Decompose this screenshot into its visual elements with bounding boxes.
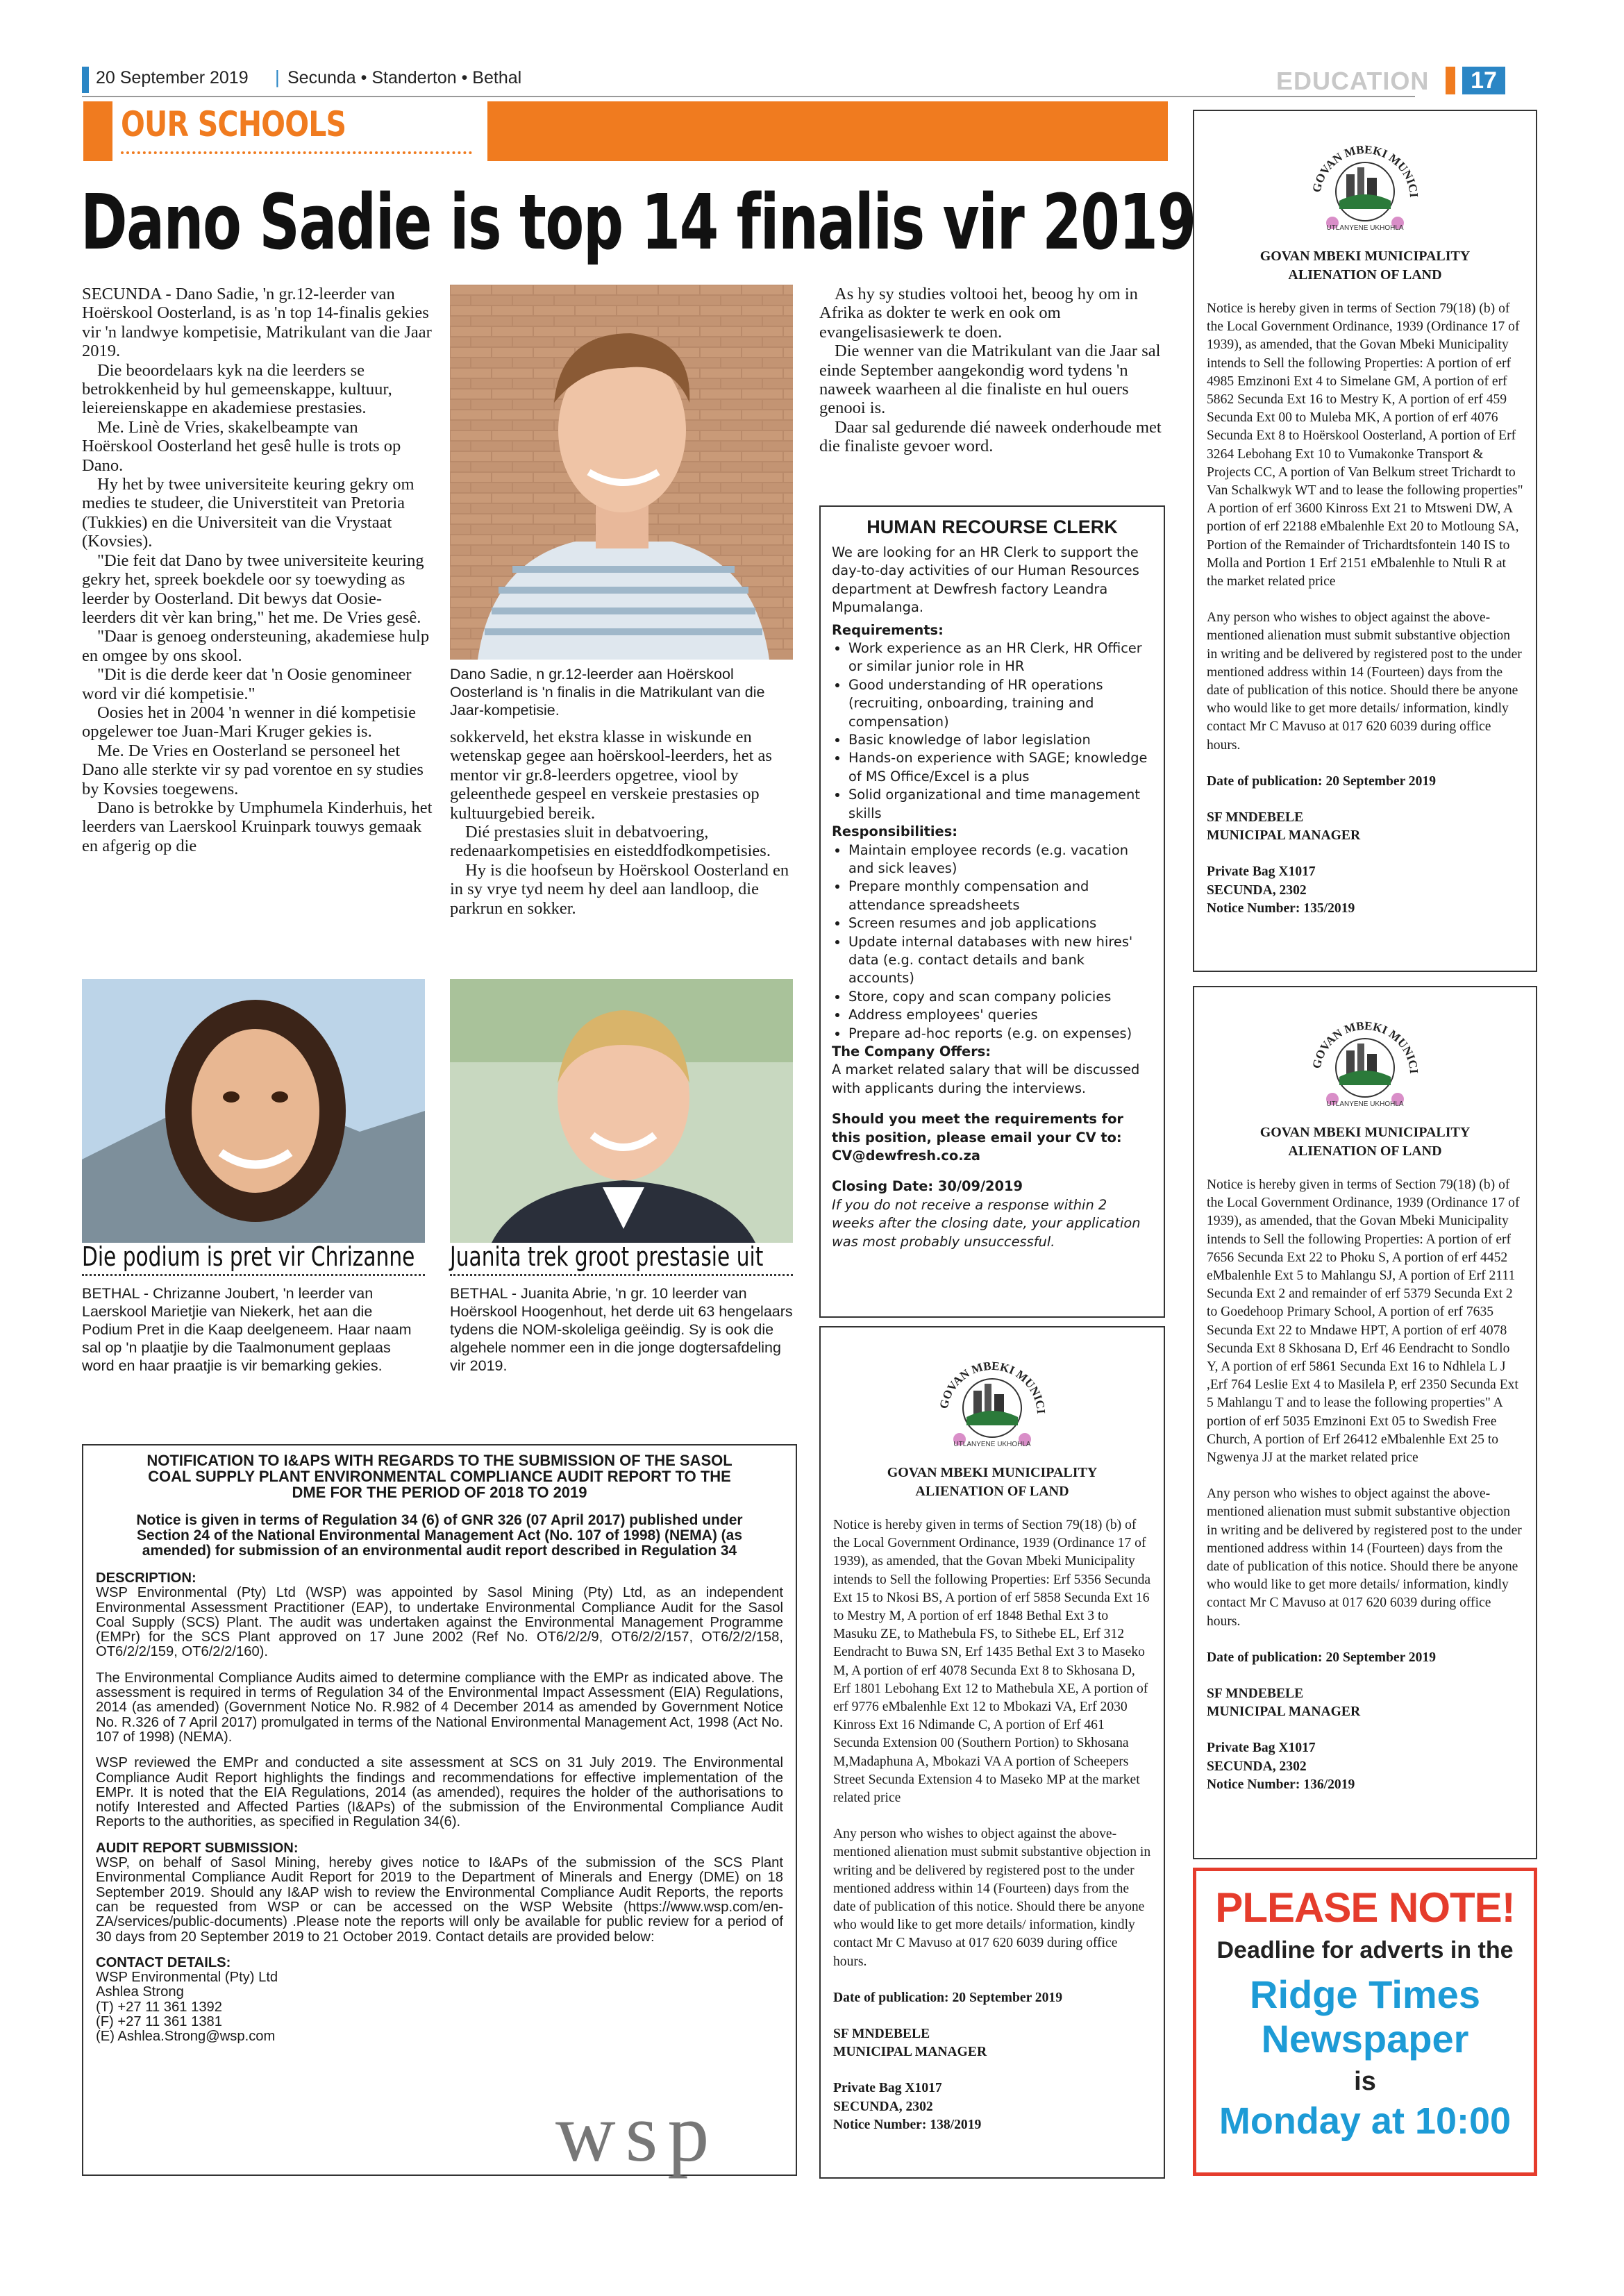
kicker-label: OUR SCHOOLS bbox=[121, 104, 346, 144]
logo-motto: UTLANYENE UKHOHLA bbox=[1326, 224, 1404, 232]
header-bar bbox=[82, 67, 1533, 94]
sasol-notice-subtitle: Notice is given in terms of Regulation 34 (6) of GNR 326 (07 April 2017) published under Section 24 of the National Environmental Management Act (No. 107 of 1998) (NEMA) (as amended) for submission of an environmental audit report described in Regulation 34 bbox=[136, 1512, 743, 1559]
notice-bag: Private Bag X1017 bbox=[1207, 1741, 1316, 1756]
municipal-notice-138 bbox=[819, 1326, 1165, 2179]
contact-line: (E) Ashlea.Strong@wsp.com bbox=[96, 2029, 276, 2045]
header-date: 20 September 2019 bbox=[96, 68, 249, 87]
description-para-2: The Environmental Compliance Audits aimed to determine compliance with the EMPr as indicated above. The assessment is required in terms of Regulation 34 of the Environmental Impact Assessment (EIA) Regulations, 2014 (as amended) (Government Notice No. R.982 of 4 December 2014 as amended by Government Notice No. R.326 of 7 April 2017) promulgated in terms of the National Environmental Management Act, 1998 (Act No. 107 of 1998) (NEMA). bbox=[96, 1670, 783, 1745]
notice-signatory: SF MNDEBELE bbox=[1207, 810, 1304, 826]
notice-position: MUNICIPAL MANAGER bbox=[1207, 828, 1361, 844]
article-paragraph: sokkerveld, het ekstra klasse in wiskunde en wetenskap gegee aan hoërskool-leerders, het as mentor vir gr.8-leerders opgetree, viool by geleenthede gespeel en verskeie prestasies op kultuurgebied bereik. bbox=[450, 728, 772, 823]
notice-subtitle: ALIENATION OF LAND bbox=[1288, 267, 1442, 283]
article-paragraph: SECUNDA - Dano Sadie, 'n gr.12-leerder van Hoërskool Oosterland, is as 'n top 14-finalis gekies vir 'n landwye kompetisie, Matrikulant van die Jaar 2019. bbox=[82, 285, 432, 361]
chrizanne-photo bbox=[82, 979, 425, 1243]
hr-offers: A market related salary that will be discussed with applicants during the interviews. bbox=[832, 1062, 1140, 1096]
hr-requirements-heading: Requirements: bbox=[832, 621, 944, 638]
municipal-notice-135 bbox=[1193, 110, 1537, 972]
please-note-line4: is bbox=[1354, 2067, 1376, 2096]
contact-line: WSP Environmental (Pty) Ltd bbox=[96, 1970, 278, 1986]
please-note-line5: Monday at 10:00 bbox=[1219, 2100, 1512, 2142]
article-paragraph: Hy is die hoofseun by Hoërskool Oosterland en in sy vrye tyd neem hy deel aan landloop, die parkrun en sokker. bbox=[450, 860, 789, 918]
list-item: • Solid organizational and time management skills bbox=[848, 786, 1153, 823]
notice-title: GOVAN MBEKI MUNICIPALITY bbox=[1259, 249, 1471, 264]
list-item: • Hands-on experience with SAGE; knowledge of MS Office/Excel is a plus bbox=[848, 749, 1153, 786]
page-number: 17 bbox=[1462, 67, 1505, 94]
logo-arc-text: GOVAN MBEKI MUNICI bbox=[1309, 142, 1421, 199]
article-paragraph: Die beoordelaars kyk na die leerders se betrokkenheid by hul gemeenskappe, kultuur, leiereienskappe en akademiese prestasies. bbox=[82, 360, 392, 418]
notice-bag: Private Bag X1017 bbox=[1207, 864, 1316, 880]
notice-subtitle: ALIENATION OF LAND bbox=[1288, 1143, 1442, 1159]
header-separator: | bbox=[275, 67, 280, 87]
please-note-line2: Ridge Times bbox=[1250, 1972, 1480, 2016]
list-item: • Store, copy and scan company policies bbox=[848, 988, 1153, 1006]
juanita-dotted-rule bbox=[450, 1274, 793, 1276]
contact-heading: CONTACT DETAILS: bbox=[96, 1954, 231, 1970]
notice-town: SECUNDA, 2302 bbox=[1207, 882, 1307, 898]
juanita-portrait-illustration bbox=[450, 979, 793, 1243]
notice-subtitle: ALIENATION OF LAND bbox=[915, 1484, 1069, 1499]
wsp-logo: wsp bbox=[555, 2086, 719, 2179]
notice-objection: Any person who wishes to object against the above-mentioned alienation must submit substantive objection in writing and be delivered by registered post to the under mentioned address within 14 (Fourteen) days from the date of publication of this notice. Should there be anyone who would like to get more details/ information, kindly contact Mr C Mavuso at 017 620 6039 during office hours. bbox=[1207, 1486, 1522, 1629]
notice-title: GOVAN MBEKI MUNICIPALITY bbox=[1259, 1125, 1471, 1140]
dano-sadie-photo bbox=[450, 285, 793, 660]
article-paragraph: "Dit is die derde keer dat 'n Oosie genomineer word vir dié kompetisie." bbox=[82, 665, 412, 703]
notice-number: Notice Number: 136/2019 bbox=[1207, 1777, 1355, 1792]
notice-body: Notice is hereby given in terms of Section 79(18) (b) of the Local Government Ordinance, 1939 (Ordinance 17 of 1939), as amended, that the Govan Mbeki Municipality intends to Sell the following Properties: A portion of erf 4985 Emzinoni Ext 4 to Simelane GM, A portion of erf 5862 Secunda Ext 16 to Mestry K, A portion of erf 459 Secunda Ext 00 to Muleba MK, A portion of erf 4076 Secunda Ext 8 to Hoërskool Oosterland, A portion of Erf 3264 Lebohang Ext 10 to Vumakonke Transport & Projects CC, A portion of Van Belkum street Trichardt to Van Schalkwyk WT and to lease the following properties" A portion of erf 3600 Kinross Ext 21 to Mtsweni DW, A portion of erf 22188 eMbalenhle Ext 20 to Motloung SA, Portion of the Remainder of Trichardtsfontein 140 IS to Molla and Portion 1 Erf 2151 eMbalenhle to Ntuli R at the market related price bbox=[1207, 301, 1523, 589]
notice-signatory: SF MNDEBELE bbox=[833, 2027, 930, 2042]
hr-disclaimer: If you do not receive a response within 2 weeks after the closing date, your application was most probably unsuccessful. bbox=[832, 1196, 1141, 1250]
dano-portrait-illustration bbox=[450, 285, 793, 660]
contact-line: (F) +27 11 361 1381 bbox=[96, 2014, 223, 2030]
article-paragraph: "Daar is genoeg ondersteuning, akademiese hulp en omgee by ons skool. bbox=[82, 627, 430, 665]
list-item: • Address employees' queries bbox=[848, 1006, 1153, 1024]
article-column-2 bbox=[450, 728, 797, 918]
juanita-photo bbox=[450, 979, 793, 1243]
list-item: • Screen resumes and job applications bbox=[848, 914, 1153, 932]
chrizanne-dotted-rule bbox=[82, 1274, 425, 1276]
list-item: • Maintain employee records (e.g. vacation and sick leaves) bbox=[848, 841, 1153, 878]
kicker-dotted-rule bbox=[121, 151, 472, 154]
notice-title: GOVAN MBEKI MUNICIPALITY bbox=[887, 1465, 1098, 1480]
list-item: • Basic knowledge of labor legislation bbox=[848, 731, 1153, 749]
notice-body: Notice is hereby given in terms of Section 79(18) (b) of the Local Government Ordinance, 1939 (Ordinance 17 of 1939), as amended, that the Govan Mbeki Municipality intends to Sell the following Properties: A portion of erf 7656 Secunda Ext 22 to Phoku S, A portion of erf 4452 eMbalenhle Ext 5 to Mahlangu SJ, A portion of Erf 2111 Secunda Ext 2 and remainder of erf 5379 Secunda Ext 2 to Goedehoop Primary School, A portion of erf 7635 Secunda Ext 22 to Mndawe HPT, A portion of erf 4078 Secunda Ext 8 Skhosana D, Erf 46 Eendracht to Sondlo Y, A portion of erf 5861 Secunda Ext 16 to Ndhlela L J ,Erf 764 Leslie Ext 4 to Masilela P, erf 2350 Secunda Ext 5 Mahlangu T and to lease the following properties" A portion of erf 5035 Emzinoni Ext 05 to Swedish Free Church, A portion of Erf 26412 eMbalenhle Ext 25 to Ngwenya JJ at the market related price bbox=[1207, 1178, 1520, 1466]
hr-apply: Should you meet the requirements for this position, please email your CV to: CV@dewfresh.co.za bbox=[832, 1111, 1123, 1164]
article-paragraph: "Die feit dat Dano by twee universiteite keuring gekry het, spreek boekdele oor sy toewyding as leerder by Oosterland. Dit bewys dat Oosie-leerders dit vèr kan bring," het me. De Vries gesê. bbox=[82, 551, 424, 627]
list-item: • Prepare ad-hoc reports (e.g. on expenses) bbox=[848, 1025, 1153, 1043]
article-paragraph: Hy het by twee universiteite keuring gekry om medies te studeer, die Universtiteit van Pretoria (Tukkies) en die Universiteit van die Vrystaat (Kovsies). bbox=[82, 475, 415, 551]
contact-line: Ashlea Strong bbox=[96, 1984, 184, 2000]
notice-body: Notice is hereby given in terms of Section 79(18) (b) of the Local Government Ordinance, 1939 (Ordinance 17 of 1939), as amended, that the Govan Mbeki Municipality intends to Sell the following Properties: Erf 5356 Secunda Ext 15 to Nkosi BS, A portion of erf 5858 Secunda Ext 16 to Mestry M, A portion of erf 1848 Bethal Ext 3 to Masuku ZE, to Mathebula FS, to Sithebe EL, Erf 312 Eendracht to Buwa SN, Erf 1435 Bethal Ext 3 to Maseko M, A portion of erf 4078 Secunda Ext 8 to Skhosana D, Erf 1801 Lebohang Ext 12 to Mathebula XE, A portion of erf 9776 eMbalenhle Ext 12 to Mbokazi VA, Erf 2030 Kinross Ext 16 Ndimande C, A portion of Erf 461 Secunda Extension 00 (Southern Portion) to Skhosana M,Madaphuna A, Mbokazi VA A portion of Scheepers Street Secunda Extension 4 to Maseko MP at the market related price bbox=[833, 1518, 1151, 1806]
please-note-line1: Deadline for adverts in the bbox=[1216, 1937, 1514, 1963]
hr-requirements-list bbox=[832, 639, 1153, 823]
headline: Dano Sadie is top 14 finalis vir 2019 bbox=[81, 178, 1196, 267]
notice-objection: Any person who wishes to object against the above-mentioned alienation must submit substantive objection in writing and be delivered by registered post to the under mentioned address within 14 (Fourteen) days from the date of publication of this notice. Should there be anyone who would like to get more details/ information, kindly contact Mr C Mavuso at 017 620 6039 during office hours. bbox=[833, 1827, 1151, 1969]
article-paragraph: As hy sy studies voltooi het, beoog hy om in Afrika as dokter te werk en ook om evangelisasiewerk te doen. bbox=[819, 285, 1138, 342]
govan-mbeki-crest-icon bbox=[1299, 122, 1431, 247]
header-accent bbox=[82, 67, 89, 93]
hr-closing-date: Closing Date: 30/09/2019 bbox=[832, 1178, 1023, 1195]
description-para-1: WSP Environmental (Pty) Ltd (WSP) was appointed by Sasol Mining (Pty) Ltd, as an independent Environmental Assessment Practitioner (EAP), to undertake Environmental Compliance Audit for the Sasol Coal Supply (SCS) Plant. The audit was undertaken against the Environmental Management Programme (EMPr) for the SCS Plant approved on 17 June 2002 (Ref No. OT6/2/2/9, OT6/2/2/157, OT6/2/2/158, OT6/2/2/159, OT6/2/2/160). bbox=[96, 1585, 783, 1660]
notice-town: SECUNDA, 2302 bbox=[833, 2099, 933, 2114]
section-label: EDUCATION bbox=[1276, 67, 1430, 95]
list-item: • Prepare monthly compensation and attendance spreadsheets bbox=[848, 878, 1153, 914]
notice-date: Date of publication: 20 September 2019 bbox=[1207, 1650, 1436, 1665]
article-column-1 bbox=[82, 285, 433, 855]
list-item: • Good understanding of HR operations (recruiting, onboarding, training and compensation) bbox=[848, 676, 1153, 731]
notice-town: SECUNDA, 2302 bbox=[1207, 1759, 1307, 1774]
header-locations: Secunda • Standerton • Bethal bbox=[287, 68, 522, 87]
please-note-ad bbox=[1193, 1868, 1537, 2176]
hr-ad-intro: We are looking for an HR Clerk to support the day-to-day activities of our Human Resources department at Dewfresh factory Leandra Mpumalanga. bbox=[832, 544, 1139, 616]
audit-para: WSP, on behalf of Sasol Mining, hereby gives notice to I&APs of the submission of the SCS Plant Environmental Compliance Audit Report for 2019 to the Department of Minerals and Energy (DME) on 18 September 2019. Should any I&AP wish to review the Environmental Compliance Audit Reports, the reports can be requested from WSP or can be accessed on the WSP Website (https://www.wsp.com/en-ZA/services/public-documents) .Please note the reports will only be available for public review for a period of 30 days from 20 September 2019 to 21 October 2019. Contact details are provided below: bbox=[96, 1855, 783, 1945]
notice-position: MUNICIPAL MANAGER bbox=[833, 2045, 987, 2060]
article-paragraph: Oosies het in 2004 'n wenner in dié kompetisie opgelewer toe Juan-Mari Kruger gekies is. bbox=[82, 703, 416, 741]
logo-arc-text: GOVAN MBEKI MUNICI bbox=[1309, 1019, 1421, 1075]
chrizanne-caption: BETHAL - Chrizanne Joubert, 'n leerder van Laerskool Marietjie van Niekerk, het aan die Podium Pret in die Kaap deelgeneem. Haar naam sal op 'n plaatjie by die Taalmonument geplaas word en haar praatjie is vir bemarking gekies. bbox=[82, 1285, 412, 1374]
sasol-notice-title: NOTIFICATION TO I&APS WITH REGARDS TO THE SUBMISSION OF THE SASOL COAL SUPPLY PLANT ENVIRONMENTAL COMPLIANCE AUDIT REPORT TO THE DME FOR THE PERIOD OF 2018 TO 2019 bbox=[147, 1452, 733, 1501]
notice-date: Date of publication: 20 September 2019 bbox=[833, 1990, 1062, 2005]
govan-mbeki-crest-icon bbox=[926, 1339, 1058, 1464]
hr-responsibilities-heading: Responsibilities: bbox=[832, 823, 958, 840]
kicker-box bbox=[83, 101, 1168, 161]
list-item: • Update internal databases with new hires' data (e.g. contact details and bank accounts) bbox=[848, 933, 1153, 988]
kicker-accent bbox=[83, 101, 107, 161]
hr-responsibilities-list bbox=[832, 841, 1153, 1043]
article-paragraph: Me. De Vries en Oosterland se personeel het Dano alle sterkte vir sy pad vorentoe en sy studies by Kovsies toegewens. bbox=[82, 741, 424, 798]
article-paragraph: Me. Linè de Vries, skakelbeampte van Hoërskool Oosterland het gesê hulle is trots op Dano. bbox=[82, 417, 401, 475]
article-paragraph: Dié prestasies sluit in debatvoering, redenaarkompetisies en eisteddfodkompetisies. bbox=[450, 823, 771, 861]
article-column-3 bbox=[819, 285, 1166, 456]
logo-arc-text: GOVAN MBEKI MUNICI bbox=[937, 1359, 1048, 1415]
chrizanne-heading: Die podium is pret vir Chrizanne bbox=[82, 1241, 415, 1272]
description-para-3: WSP reviewed the EMPr and conducted a site assessment at SCS on 31 July 2019. The Environmental Compliance Audit Report highlights the findings and recommendations for effective implementation of the EMPr. It is noted that the EIA Regulations, 2014 (as amended), requires the holder of the authorisations to notify Interested and Affected Parties (I&APs) of the submission of the Environmental Compliance Audit Reports to the authorities, as specified in Regulation 34(6). bbox=[96, 1755, 783, 1830]
audit-heading: AUDIT REPORT SUBMISSION: bbox=[96, 1840, 299, 1856]
article-paragraph: Dano is betrokke by Umphumela Kinderhuis, het leerders van Laerskool Kruinpark touwys gemaak en afgerig op die bbox=[82, 798, 433, 855]
notice-number: Notice Number: 135/2019 bbox=[1207, 900, 1355, 916]
logo-motto: UTLANYENE UKHOHLA bbox=[1326, 1100, 1404, 1108]
section-accent bbox=[1446, 67, 1455, 94]
notice-date: Date of publication: 20 September 2019 bbox=[1207, 773, 1436, 789]
logo-motto: UTLANYENE UKHOHLA bbox=[953, 1441, 1031, 1448]
notice-position: MUNICIPAL MANAGER bbox=[1207, 1704, 1361, 1720]
hr-clerk-ad bbox=[819, 505, 1165, 1318]
municipality-logo bbox=[1207, 122, 1523, 247]
article-paragraph: Die wenner van die Matrikulant van die Jaar sal einde September aangekondig word tydens 'n naweek waarheen al die finaliste en hul ouers genooi is. bbox=[819, 342, 1161, 418]
notice-number: Notice Number: 138/2019 bbox=[833, 2117, 982, 2132]
juanita-caption: BETHAL - Juanita Abrie, 'n gr. 10 leerder van Hoërskool Hoogenhout, het derde uit 63 hengelaars tydens die NOM-skoleliga geëindig. Sy is ook die algehele nommer een in die jonge dogtersafdeling vir 2019. bbox=[450, 1285, 793, 1374]
chrizanne-portrait-illustration bbox=[82, 979, 425, 1243]
notice-objection: Any person who wishes to object against the above-mentioned alienation must submit substantive objection in writing and be delivered by registered post to the under mentioned address within 14 (Fourteen) days from the date of publication of this notice. Should there be anyone who would like to get more details/ information, kindly contact Mr C Mavuso at 017 620 6039 during office hours. bbox=[1207, 610, 1522, 753]
municipality-logo bbox=[833, 1339, 1151, 1464]
list-item: • Work experience as an HR Clerk, HR Officer or similar junior role in HR bbox=[848, 639, 1153, 676]
please-note-line3: Newspaper bbox=[1261, 2017, 1469, 2061]
notice-bag: Private Bag X1017 bbox=[833, 2081, 942, 2096]
contact-line: (T) +27 11 361 1392 bbox=[96, 1999, 223, 2015]
govan-mbeki-crest-icon bbox=[1299, 998, 1431, 1123]
juanita-heading: Juanita trek groot prestasie uit bbox=[450, 1241, 764, 1272]
municipality-logo bbox=[1207, 998, 1523, 1123]
sasol-environmental-notice bbox=[82, 1444, 797, 2179]
article-paragraph: Daar sal gedurende dié naweek onderhoude met die finaliste gevoer word. bbox=[819, 417, 1162, 456]
municipal-notice-136 bbox=[1193, 986, 1537, 1859]
hr-offers-heading: The Company Offers: bbox=[832, 1043, 991, 1059]
description-heading: DESCRIPTION: bbox=[96, 1570, 196, 1586]
hr-ad-title: HUMAN RECOURSE CLERK bbox=[867, 517, 1118, 537]
notice-signatory: SF MNDEBELE bbox=[1207, 1686, 1304, 1702]
header-rule bbox=[82, 96, 1415, 97]
please-note-title: PLEASE NOTE! bbox=[1215, 1884, 1515, 1931]
dano-photo-caption: Dano Sadie, n gr.12-leerder aan Hoërskool Oosterland is 'n finalis in die Matrikulant van die Jaar-kompetisie. bbox=[450, 666, 765, 719]
